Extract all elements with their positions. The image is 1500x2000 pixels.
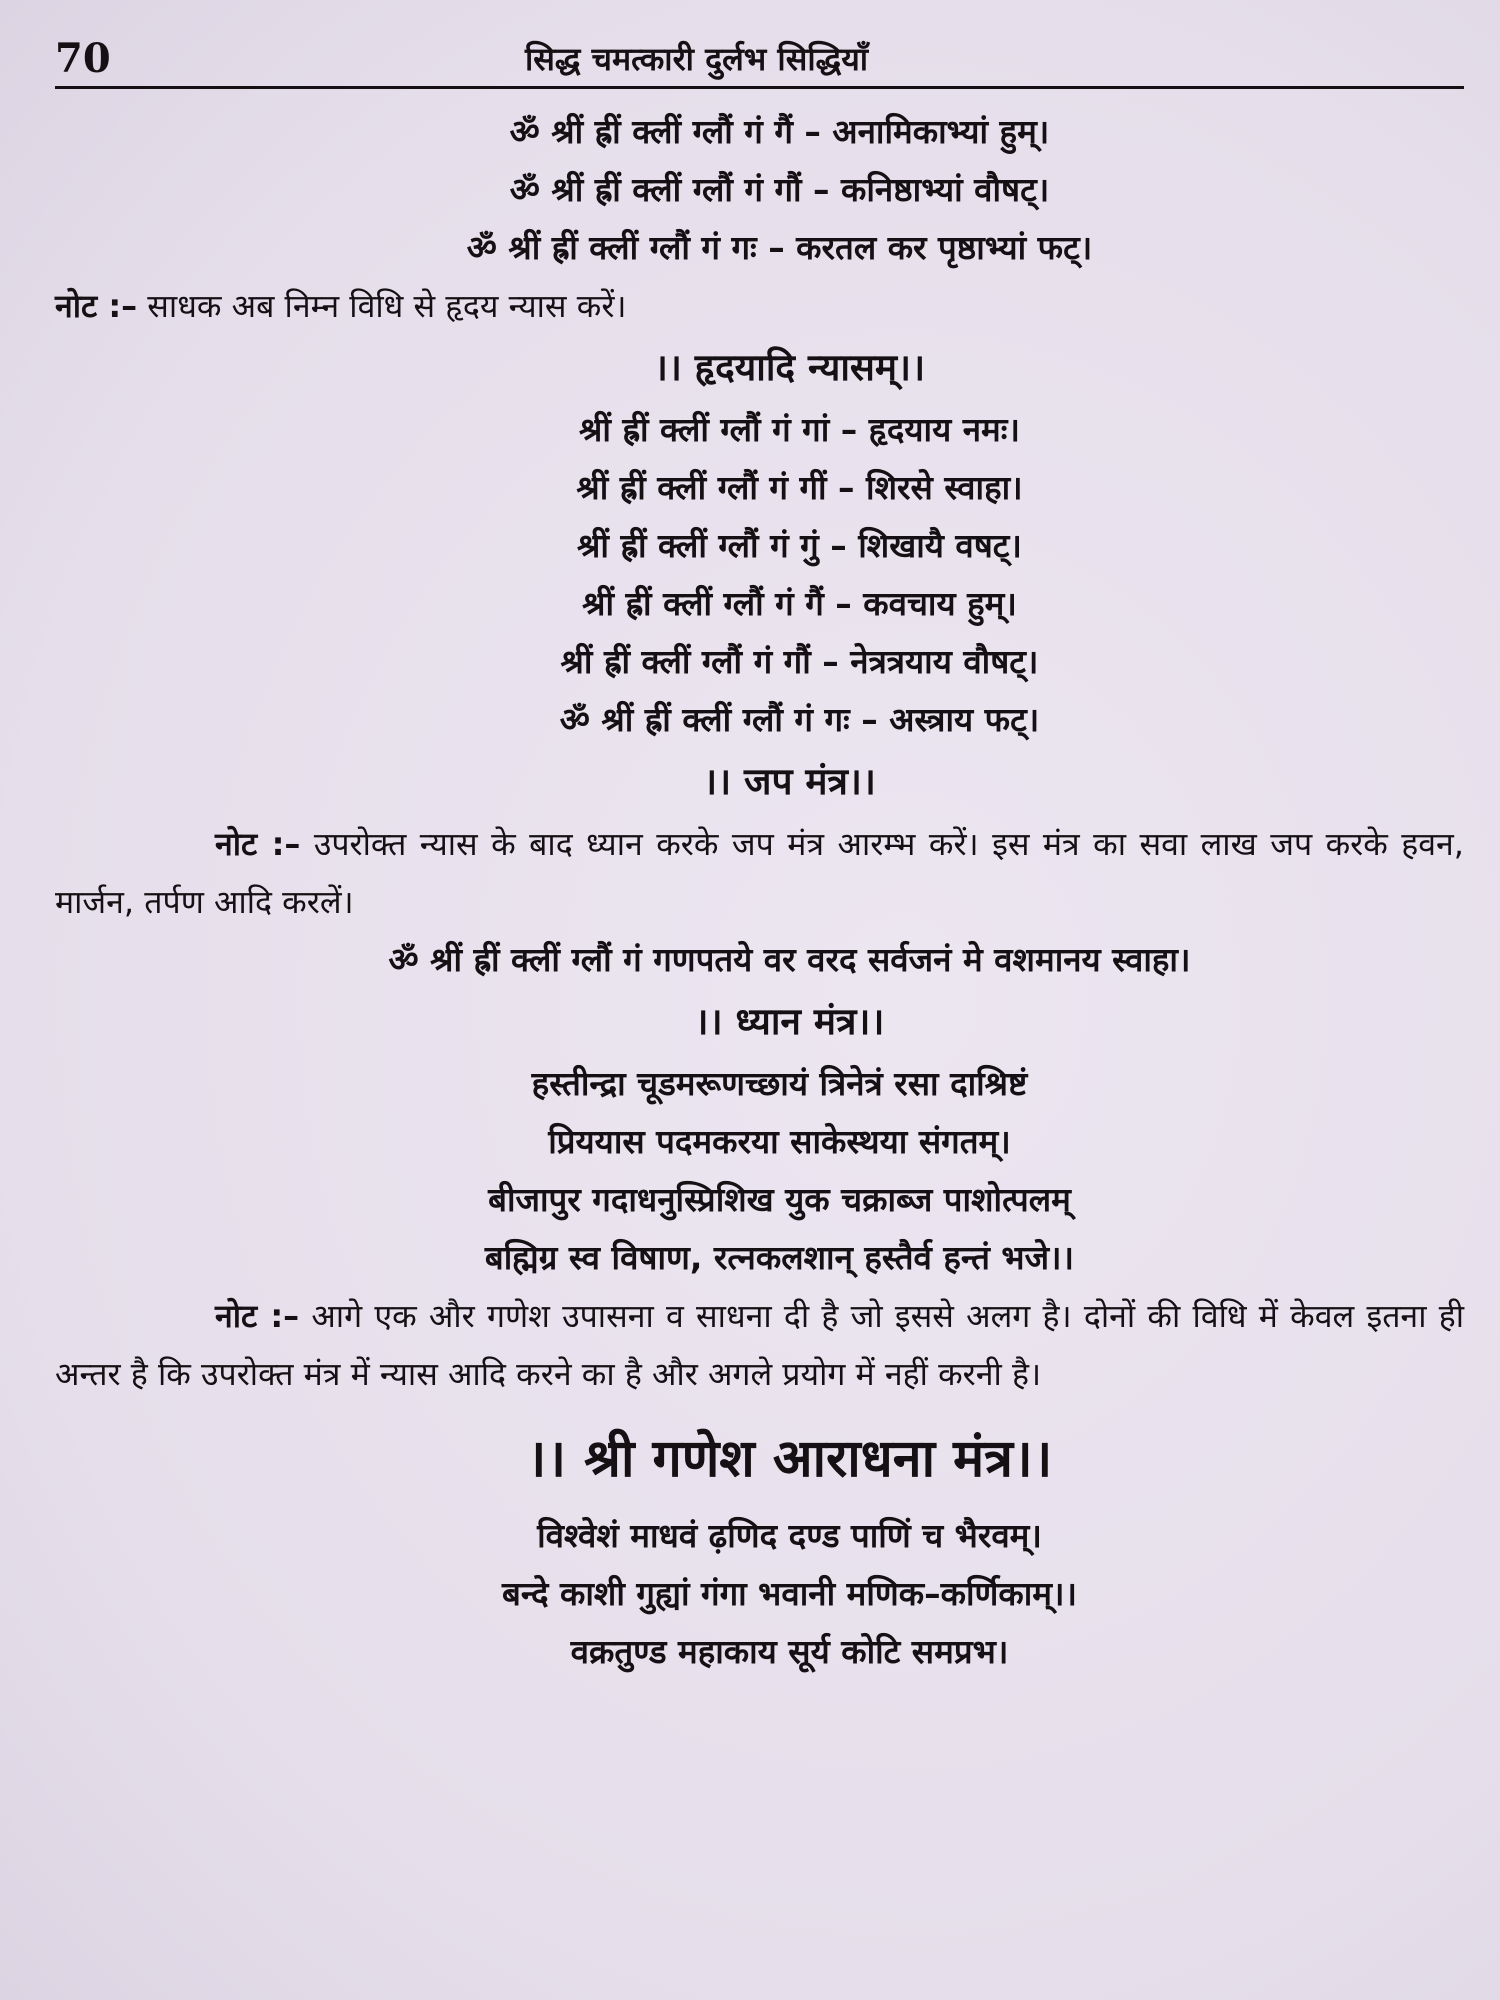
- section-heading-hridayadi: ।। हृदयादि न्यासम्।।: [653, 346, 926, 389]
- note-text: साधक अब निम्न विधि से हृदय न्यास करें।: [137, 287, 627, 325]
- page-header: [55, 35, 1464, 89]
- karanyas-line: ॐ श्रीं ह्रीं क्लीं ग्लौं गं गः – करतल कर पृष्ठाभ्यां फट्।: [466, 228, 1093, 267]
- aradhana-line: वक्रतुण्ड महाकाय सूर्य कोटि समप्रभ।: [570, 1632, 1009, 1671]
- nyas-line: श्रीं ह्रीं क्लीं ग्लौं गं गीं – शिरसे स्वाहा।: [576, 468, 1023, 507]
- nyas-line: श्रीं ह्रीं क्लीं ग्लौं गं गैं – कवचाय हुम्।: [582, 584, 1017, 623]
- aradhana-line: बन्दे काशी गुह्यां गंगा भवानी मणिक–कर्णिकाम्।।: [501, 1574, 1078, 1613]
- nyas-line: ॐ श्रीं ह्रीं क्लीं ग्लौं गं गः – अस्त्राय फट्।: [559, 700, 1040, 739]
- note-label: नोट :–: [55, 287, 138, 325]
- section-heading-aradhana: ।। श्री गणेश आराधना मंत्र।।: [526, 1429, 1053, 1489]
- karanyas-line: ॐ श्रीं ह्रीं क्लीं ग्लौं गं गौं – कनिष्ठाभ्यां वौषट्।: [509, 170, 1050, 209]
- dhyan-line: बह्मिग्र स्व विषाण, रत्नकलशान् हस्तैर्व हन्तं भजे।।: [484, 1238, 1075, 1277]
- dhyan-line: प्रिययास पदमकरया साकेस्थया संगतम्।: [548, 1122, 1011, 1161]
- note-text: उपरोक्त न्यास के बाद ध्यान करके जप मंत्र आरम्भ करें। इस मंत्र का सवा लाख जप करके हवन, मार्जन, तर्पण आदि करलें।: [55, 825, 1464, 921]
- nyas-line: श्रीं ह्रीं क्लीं ग्लौं गं गौं – नेत्रत्रयाय वौषट्।: [560, 642, 1039, 681]
- page-number: 70: [55, 35, 111, 82]
- aradhana-line: विश्वेशं माधवं ढ़णिद दण्ड पाणिं च भैरवम्।: [537, 1516, 1042, 1555]
- note-label: नोट :–: [215, 825, 301, 863]
- note-hriday-nyas: [55, 277, 1464, 335]
- dhyan-line: बीजापुर गदाधनुस्प्रिशिख युक चक्राब्ज पाशोत्पलम्: [488, 1180, 1071, 1219]
- note-text: आगे एक और गणेश उपासना व साधना दी है जो इससे अलग है। दोनों की विधि में केवल इतना ही अन्तर है कि उपरोक्त मंत्र में न्यास आदि करने का है और अगले प्रयोग में नहीं करनी है।: [55, 1297, 1464, 1393]
- nyas-line: श्रीं ह्रीं क्लीं ग्लौं गं गुं – शिखायै वषट्।: [577, 526, 1022, 565]
- section-heading-dhyan: ।। ध्यान मंत्र।।: [694, 1000, 885, 1043]
- nyas-line: श्रीं ह्रीं क्लीं ग्लौं गं गां – हृदयाय नमः।: [579, 410, 1020, 449]
- jap-mantra: ॐ श्रीं ह्रीं क्लीं ग्लौं गं गणपतये वर वरद सर्वजनं मे वशमानय स्वाहा।: [388, 940, 1191, 979]
- karanyas-line: ॐ श्रीं ह्रीं क्लीं ग्लौं गं गैं – अनामिकाभ्यां हुम्।: [509, 112, 1050, 151]
- note-jap: [55, 815, 1464, 931]
- note-ganesh-upasana: [55, 1287, 1464, 1403]
- section-heading-jap: ।। जप मंत्र।।: [703, 760, 876, 803]
- dhyan-line: हस्तीन्द्रा चूडमरूणच्छायं त्रिनेत्रं रसा दाश्रिष्टं: [531, 1064, 1028, 1103]
- note-label: नोट :–: [215, 1297, 300, 1335]
- running-title: सिद्ध चमत्कारी दुर्लभ सिद्धियाँ: [525, 40, 869, 78]
